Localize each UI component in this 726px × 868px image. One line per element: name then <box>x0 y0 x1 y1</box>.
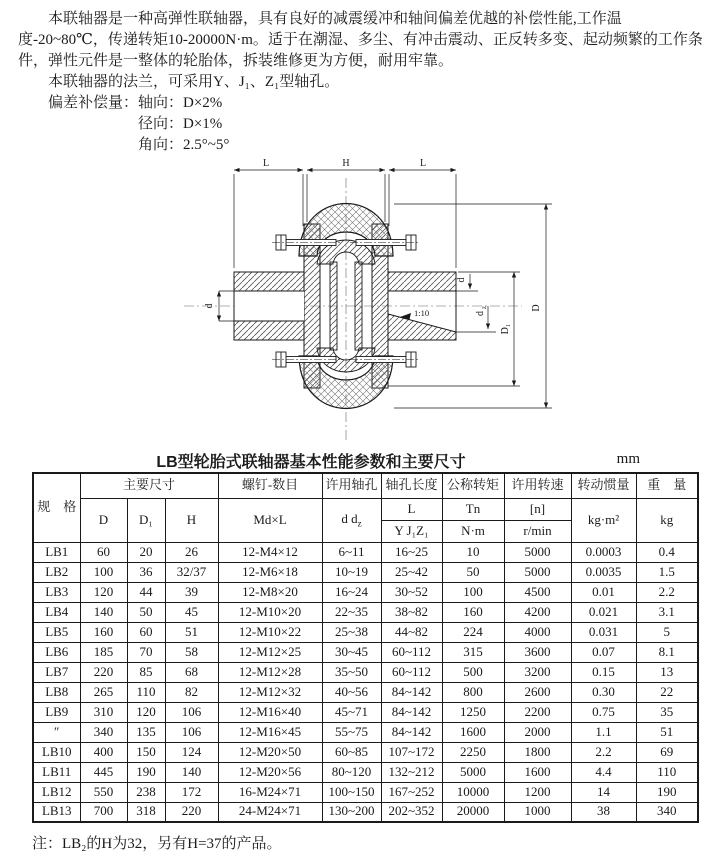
cell-bore-length: 84~142 <box>381 722 442 742</box>
cell-screws: 12-M20×50 <box>218 742 322 762</box>
dim-label-d-right-group <box>456 278 467 283</box>
dim-label-H: H <box>342 158 350 169</box>
compensation-lines <box>138 93 229 156</box>
cell-D1: 70 <box>127 642 165 662</box>
cell-spec: LB8 <box>33 682 80 702</box>
cell-D: 265 <box>80 682 127 702</box>
cell-torque: 50 <box>442 562 504 582</box>
cell-screws: 12-M10×22 <box>218 622 322 642</box>
cell-spec: LB5 <box>33 622 80 642</box>
cell-speed: 3600 <box>504 642 571 662</box>
cell-bore: 10~19 <box>322 562 381 582</box>
cell-torque: 800 <box>442 682 504 702</box>
spec-table-row <box>33 642 698 662</box>
cell-bore: 60~85 <box>322 742 381 762</box>
col-D: D <box>80 498 127 542</box>
cell-bore: 130~200 <box>322 802 381 822</box>
cell-bore-length: 16~25 <box>381 542 442 562</box>
cell-bore-length: 107~172 <box>381 742 442 762</box>
intro-paragraph-2: 本联轴器的法兰，可采用Y、J₁、Z₁型轴孔。 <box>48 74 340 90</box>
cell-D: 120 <box>80 582 127 602</box>
cell-screws: 12-M4×12 <box>218 542 322 562</box>
cell-D: 100 <box>80 562 127 582</box>
cell-D1: 120 <box>127 702 165 722</box>
dim-label-D1-group <box>500 324 511 335</box>
header-row-1 <box>33 473 698 498</box>
cell-inertia: 0.75 <box>571 702 636 722</box>
spec-table-row <box>33 702 698 722</box>
cell-bore-length: 84~142 <box>381 682 442 702</box>
cell-inertia: 0.0003 <box>571 542 636 562</box>
cell-spec: LB10 <box>33 742 80 762</box>
cell-spec: LB6 <box>33 642 80 662</box>
dim-label-L-left: L <box>262 158 270 169</box>
header-row-2 <box>33 498 698 520</box>
cell-bore-length: 167~252 <box>381 782 442 802</box>
cell-torque: 315 <box>442 642 504 662</box>
cell-bore-length: 25~42 <box>381 562 442 582</box>
cell-spec: LB2 <box>33 562 80 582</box>
cell-bore: 6~11 <box>322 542 381 562</box>
col-D1: D₁ <box>127 498 165 542</box>
spec-table-row <box>33 602 698 622</box>
cell-H: 106 <box>165 722 218 742</box>
cell-H: 106 <box>165 702 218 722</box>
cell-H: 32/37 <box>165 562 218 582</box>
cell-inertia: 0.0035 <box>571 562 636 582</box>
cell-inertia: 4.4 <box>571 762 636 782</box>
spec-table-row <box>33 802 698 822</box>
cell-torque: 10000 <box>442 782 504 802</box>
cell-torque: 1250 <box>442 702 504 722</box>
cell-spec: LB13 <box>33 802 80 822</box>
cell-inertia: 0.01 <box>571 582 636 602</box>
cell-H: 82 <box>165 682 218 702</box>
cell-weight: 51 <box>636 722 698 742</box>
cell-H: 51 <box>165 622 218 642</box>
cell-bore-length: 132~212 <box>381 762 442 782</box>
coupling-section-drawing <box>0 156 726 448</box>
spec-table-row <box>33 722 698 742</box>
cell-screws: 12-M8×20 <box>218 582 322 602</box>
cell-D: 700 <box>80 802 127 822</box>
cell-inertia: 0.021 <box>571 602 636 622</box>
cell-spec: LB9 <box>33 702 80 722</box>
cell-D: 140 <box>80 602 127 622</box>
cell-screws: 12-M6×18 <box>218 562 322 582</box>
cell-screws: 16-M24×71 <box>218 782 322 802</box>
dim-label-d-left-group <box>204 304 215 309</box>
cell-H: 124 <box>165 742 218 762</box>
cell-D1: 190 <box>127 762 165 782</box>
cell-speed: 4500 <box>504 582 571 602</box>
cell-weight: 190 <box>636 782 698 802</box>
cell-inertia: 0.031 <box>571 622 636 642</box>
cell-weight: 5 <box>636 622 698 642</box>
cell-screws: 12-M20×56 <box>218 762 322 782</box>
cell-torque: 500 <box>442 662 504 682</box>
dim-label-d-right: d <box>456 277 467 283</box>
compensation-radial: 径向：D×1% <box>138 116 223 132</box>
spec-table-row <box>33 542 698 562</box>
cell-bore-length: 30~52 <box>381 582 442 602</box>
cell-D: 220 <box>80 662 127 682</box>
cell-speed: 5000 <box>504 562 571 582</box>
cell-D1: 85 <box>127 662 165 682</box>
cell-speed: 2000 <box>504 722 571 742</box>
left-shaft <box>234 272 304 340</box>
col-weight: 重 量 <box>636 473 698 498</box>
dim-label-D-group <box>531 304 542 311</box>
cell-H: 140 <box>165 762 218 782</box>
spec-table-row <box>33 682 698 702</box>
cell-weight: 35 <box>636 702 698 722</box>
cell-D1: 135 <box>127 722 165 742</box>
cell-inertia: 14 <box>571 782 636 802</box>
cell-D: 160 <box>80 622 127 642</box>
compensation-block <box>48 93 710 156</box>
taper-note-label: 1:10 <box>414 308 430 318</box>
compensation-axial: 轴向：D×2% <box>138 95 223 111</box>
cell-torque: 10 <box>442 542 504 562</box>
cell-speed: 2200 <box>504 702 571 722</box>
cell-bore: 80~120 <box>322 762 381 782</box>
dim-label-dz-main: d <box>475 311 486 316</box>
spec-table-row <box>33 582 698 602</box>
dim-label-D: D <box>531 304 542 312</box>
spec-table <box>32 472 699 823</box>
cell-H: 220 <box>165 802 218 822</box>
col-bore-length: 轴孔长度 <box>381 473 442 498</box>
cell-D: 310 <box>80 702 127 722</box>
col-bore-length-symbol: L <box>381 498 442 520</box>
cell-torque: 224 <box>442 622 504 642</box>
cell-spec: LB7 <box>33 662 80 682</box>
dim-label-d-left: d <box>204 303 215 309</box>
cell-bore-length: 44~82 <box>381 622 442 642</box>
cell-speed: 1000 <box>504 802 571 822</box>
cell-D: 185 <box>80 642 127 662</box>
dim-label-dz-group <box>475 306 488 316</box>
cell-weight: 110 <box>636 762 698 782</box>
cell-bore-length: 38~82 <box>381 602 442 622</box>
cell-D: 550 <box>80 782 127 802</box>
cell-D: 400 <box>80 742 127 762</box>
col-bore: 许用轴孔 <box>322 473 381 498</box>
coupling-cross-section-svg <box>146 156 606 446</box>
cell-screws: 12-M12×32 <box>218 682 322 702</box>
col-weight-unit: kg <box>636 498 698 542</box>
cell-D1: 50 <box>127 602 165 622</box>
table-title: LB型轮胎式联轴器基本性能参数和主要尺寸 <box>156 454 466 471</box>
cell-bore: 45~71 <box>322 702 381 722</box>
col-inertia: 转动惯量 <box>571 473 636 498</box>
cell-inertia: 0.30 <box>571 682 636 702</box>
cell-speed: 1800 <box>504 742 571 762</box>
cell-weight: 3.1 <box>636 602 698 622</box>
cell-spec: LB11 <box>33 762 80 782</box>
spec-table-row <box>33 622 698 642</box>
spec-table-row <box>33 662 698 682</box>
cell-speed: 4000 <box>504 622 571 642</box>
table-unit-label: mm <box>616 451 640 467</box>
taper-bore-dimension <box>456 306 496 332</box>
cell-speed: 2600 <box>504 682 571 702</box>
cell-inertia: 38 <box>571 802 636 822</box>
bore-symbol-main: d d <box>341 510 358 526</box>
cell-torque: 1600 <box>442 722 504 742</box>
cell-H: 68 <box>165 662 218 682</box>
table-footnote: 注：LB₂的H为32，另有H=37的产品。 <box>32 836 282 852</box>
cell-weight: 22 <box>636 682 698 702</box>
col-speed: 许用转速 <box>504 473 571 498</box>
cell-bore: 40~56 <box>322 682 381 702</box>
cell-H: 39 <box>165 582 218 602</box>
cell-spec: ″ <box>33 722 80 742</box>
table-title-row <box>0 449 726 472</box>
cell-torque: 100 <box>442 582 504 602</box>
col-torque: 公称转矩 <box>442 473 504 498</box>
col-speed-symbol: [n] <box>504 498 571 520</box>
spec-table-row <box>33 762 698 782</box>
cell-weight: 69 <box>636 742 698 762</box>
cell-spec: LB1 <box>33 542 80 562</box>
cell-bore-length: 84~142 <box>381 702 442 722</box>
cell-D1: 238 <box>127 782 165 802</box>
cell-H: 172 <box>165 782 218 802</box>
cell-inertia: 0.15 <box>571 662 636 682</box>
compensation-label: 偏差补偿量： <box>48 95 139 111</box>
cell-H: 26 <box>165 542 218 562</box>
cell-speed: 3200 <box>504 662 571 682</box>
spec-table-head <box>33 473 698 542</box>
cell-D: 340 <box>80 722 127 742</box>
intro-paragraph-1: 本联轴器是一种高弹性联轴器，具有良好的减震缓冲和轴间偏差优越的补偿性能,工作温度-20~80℃，传递转矩10-20000N·m。适于在潮湿、多尘、有冲击震动、正反转多变、起动频繁的工作条件，弹性元件是一整体的轮胎体，拆装维修更为方便，耐用牢靠。 <box>18 11 703 69</box>
col-spec: 规 格 <box>33 473 80 542</box>
compensation-angular: 角向：2.5°~5° <box>138 137 230 153</box>
cell-D1: 150 <box>127 742 165 762</box>
col-bore-length-types: Y J₁Z₁ <box>381 520 442 542</box>
cell-torque: 2250 <box>442 742 504 762</box>
bore-symbol-sub: z <box>357 518 362 529</box>
spec-table-row <box>33 562 698 582</box>
cell-H: 45 <box>165 602 218 622</box>
col-torque-symbol: Tn <box>442 498 504 520</box>
cell-speed: 1200 <box>504 782 571 802</box>
dim-label-dz-sub: z <box>480 305 488 309</box>
cell-screws: 12-M12×25 <box>218 642 322 662</box>
cell-bore-length: 60~112 <box>381 662 442 682</box>
cell-screws: 24-M24×71 <box>218 802 322 822</box>
cell-torque: 160 <box>442 602 504 622</box>
cell-bore-length: 202~352 <box>381 802 442 822</box>
cell-bore: 55~75 <box>322 722 381 742</box>
cell-bore: 25~38 <box>322 622 381 642</box>
cell-bore: 22~35 <box>322 602 381 622</box>
cell-bore: 30~45 <box>322 642 381 662</box>
cell-weight: 13 <box>636 662 698 682</box>
col-H: H <box>165 498 218 542</box>
cell-D1: 110 <box>127 682 165 702</box>
taper-annotation <box>400 308 429 320</box>
cell-weight: 0.4 <box>636 542 698 562</box>
cell-weight: 2.2 <box>636 582 698 602</box>
intro-text-block <box>0 0 726 156</box>
cell-D1: 20 <box>127 542 165 562</box>
cell-weight: 8.1 <box>636 642 698 662</box>
cell-inertia: 2.2 <box>571 742 636 762</box>
spec-table-row <box>33 782 698 802</box>
col-torque-unit: N·m <box>442 520 504 542</box>
col-inertia-unit: kg·m² <box>571 498 636 542</box>
cell-bore-length: 60~112 <box>381 642 442 662</box>
cell-inertia: 1.1 <box>571 722 636 742</box>
col-speed-unit: r/min <box>504 520 571 542</box>
spec-table-body <box>33 542 698 822</box>
cell-bore: 100~150 <box>322 782 381 802</box>
cell-D: 60 <box>80 542 127 562</box>
cell-bore: 16~24 <box>322 582 381 602</box>
cell-weight: 1.5 <box>636 562 698 582</box>
cell-spec: LB4 <box>33 602 80 622</box>
cell-inertia: 0.07 <box>571 642 636 662</box>
cell-D1: 44 <box>127 582 165 602</box>
cell-screws: 12-M16×45 <box>218 722 322 742</box>
spec-table-row <box>33 742 698 762</box>
cell-H: 58 <box>165 642 218 662</box>
cell-spec: LB12 <box>33 782 80 802</box>
cell-weight: 340 <box>636 802 698 822</box>
cell-screws: 12-M12×28 <box>218 662 322 682</box>
cell-speed: 4200 <box>504 602 571 622</box>
cell-D: 445 <box>80 762 127 782</box>
cell-speed: 5000 <box>504 542 571 562</box>
cell-torque: 5000 <box>442 762 504 782</box>
col-main-dims: 主要尺寸 <box>80 473 218 498</box>
cell-D1: 36 <box>127 562 165 582</box>
cell-D1: 318 <box>127 802 165 822</box>
cell-spec: LB3 <box>33 582 80 602</box>
col-screws-symbol: Md×L <box>218 498 322 542</box>
cell-D1: 60 <box>127 622 165 642</box>
cell-screws: 12-M16×40 <box>218 702 322 722</box>
cell-torque: 20000 <box>442 802 504 822</box>
col-screws: 螺钉-数目 <box>218 473 322 498</box>
cell-speed: 1600 <box>504 762 571 782</box>
dim-label-L-right: L <box>419 158 427 169</box>
cell-bore: 35~50 <box>322 662 381 682</box>
dim-label-D1: D₁ <box>500 323 511 335</box>
cell-screws: 12-M10×20 <box>218 602 322 622</box>
col-bore-symbol <box>322 498 381 542</box>
